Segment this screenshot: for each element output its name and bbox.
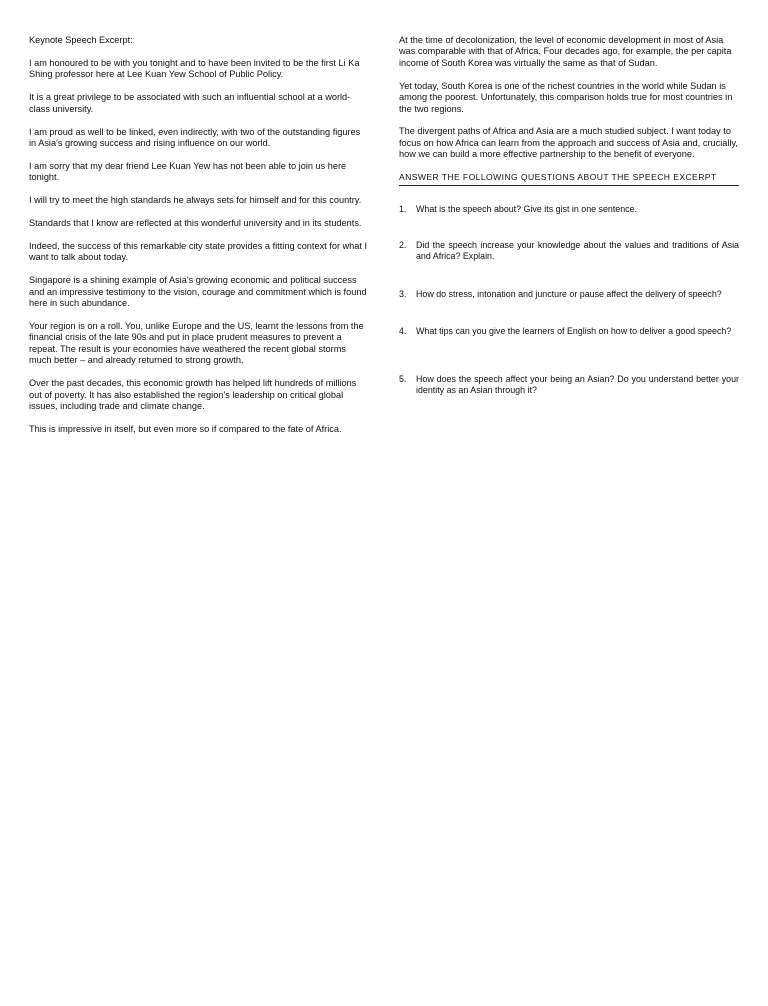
speech-paragraph: It is a great privilege to be associated with such an influential school at a world-class university. — [29, 92, 351, 114]
question-number: 2. — [399, 239, 407, 250]
speech-paragraph: I am honoured to be with you tonight and to have been invited to be the first Li Ka Shing professor here at Lee Kuan Yew School of Public Policy. — [29, 57, 360, 80]
question-number: 3. — [399, 288, 407, 299]
question-item — [399, 240, 739, 262]
question-number: 1. — [399, 203, 407, 214]
question-text: How does the speech affect your being an Asian? Do you understand better your identity as an Asian through it? — [416, 373, 739, 395]
speech-paragraph: I am proud as well to be linked, even indirectly, with two of the outstanding figures in Asia's growing success and rising influence on our world. — [29, 126, 361, 148]
question-text: Did the speech increase your knowledge about the values and traditions of Asia and Africa? Explain. — [416, 239, 739, 261]
speech-paragraph: Singapore is a shining example of Asia's growing economic and political success and an impressive testimony to the vision, courage and commitment which is found here in such abundance. — [29, 275, 367, 309]
question-number: 4. — [399, 325, 407, 336]
speech-paragraph: This is impressive in itself, but even more so if compared to the fate of Africa. — [29, 423, 342, 434]
question-item — [399, 289, 739, 300]
speech-paragraph: Yet today, South Korea is one of the richest countries in the world while Sudan is among the poorest. Unfortunately, this comparison holds true for most countries in the two regions. — [399, 80, 733, 114]
question-item — [399, 326, 739, 337]
speech-paragraph: Indeed, the success of this remarkable city state provides a fitting context for what I want to talk about today. — [29, 240, 368, 263]
question-text: What is the speech about? Give its gist in one sentence. — [416, 203, 638, 214]
question-text: What tips can you give the learners of English on how to deliver a good speech? — [416, 325, 732, 336]
speech-paragraph: I am sorry that my dear friend Lee Kuan Yew has not been able to join us here tonight. — [29, 160, 347, 183]
question-item — [399, 374, 739, 396]
speech-excerpt-column — [29, 35, 369, 447]
speech-paragraph: I will try to meet the high standards he always sets for himself and for this country. — [29, 195, 362, 206]
speech-paragraph: The divergent paths of Africa and Asia are a much studied subject. I want today to focus on how Africa can learn from the approach and success of Asia and, crucially, how we can build a more effective partnership to the benefit of everyone. — [399, 126, 738, 160]
questions-list — [399, 204, 739, 396]
question-number: 5. — [399, 373, 407, 384]
speech-paragraph: At the time of decolonization, the level of economic development in most of Asia was comparable with that of Africa. Four decades ago, for example, the per capita income of South Korea was virtually the same as that of Sudan. — [399, 35, 732, 68]
speech-paragraph: Your region is on a roll. You, unlike Europe and the US, learnt the lessons from the financial crisis of the late 90s and put in place prudent measures to prevent a repeat. The result is your economies have weathered the recent global storms much better – and already returned to strong growth. — [29, 321, 364, 366]
question-text: How do stress, intonation and juncture or pause affect the delivery of speech? — [416, 288, 722, 299]
continuation-and-questions-column — [399, 35, 739, 396]
questions-section-title: ANSWER THE FOLLOWING QUESTIONS ABOUT THE SPEECH EXCERPT — [399, 172, 739, 185]
speech-paragraph: Over the past decades, this economic growth has helped lift hundreds of millions out of poverty. It has also established the region's leadership on critical global issues, including trade and climate change. — [29, 378, 357, 411]
speech-paragraph: Standards that I know are reflected at this wonderful university and in its students. — [29, 218, 362, 229]
question-item — [399, 204, 739, 215]
excerpt-heading: Keynote Speech Excerpt: — [29, 35, 133, 45]
